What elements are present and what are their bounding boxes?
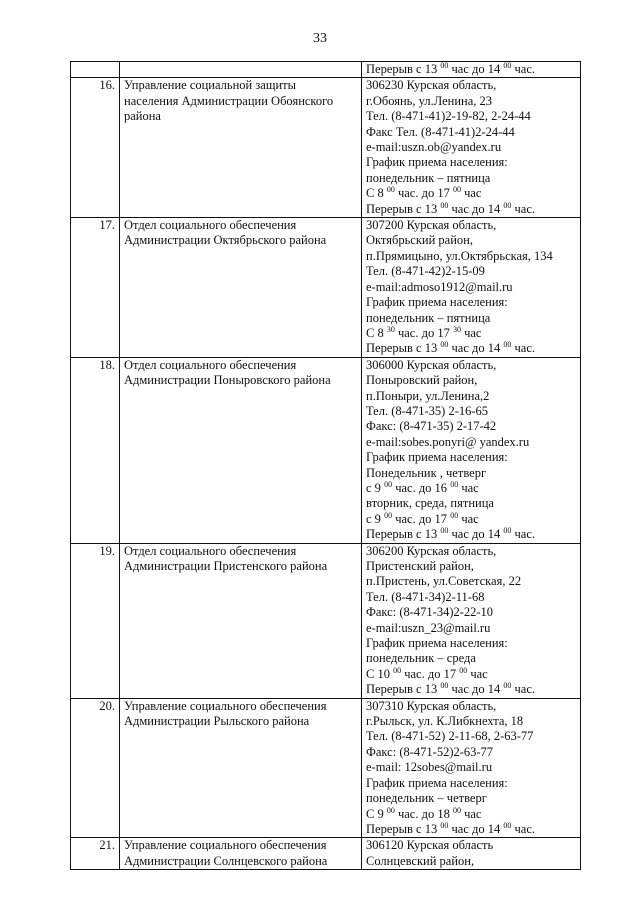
info-text: График приема населения: — [366, 636, 508, 651]
superscript-minutes: 00 — [440, 200, 449, 210]
organization-name — [120, 357, 362, 543]
organization-name — [120, 838, 362, 870]
info-text: Октябрьский район, — [366, 233, 473, 248]
superscript-minutes: 00 — [450, 510, 459, 520]
info-line — [366, 481, 576, 496]
organization-cell — [120, 62, 362, 78]
table-row — [71, 78, 581, 218]
info-text: Перерыв с 13 — [366, 527, 441, 542]
info-text: с 9 — [366, 480, 385, 495]
info-text: e-mail:uszn.ob@yandex.ru — [366, 140, 502, 155]
row-number: 18. — [71, 357, 120, 543]
info-text: час. до 17 — [392, 511, 451, 526]
superscript-minutes: 00 — [440, 820, 449, 830]
superscript-minutes: 00 — [450, 479, 459, 489]
info-text: час — [458, 511, 479, 526]
superscript-minutes: 00 — [503, 681, 512, 691]
info-text: Факс Тел. (8-471-41)2-24-44 — [366, 124, 515, 139]
superscript-minutes: 00 — [440, 526, 449, 536]
info-text: час. — [511, 62, 535, 76]
organization-name — [120, 218, 362, 358]
contact-info — [362, 218, 581, 358]
info-line — [366, 373, 576, 388]
organization-name — [120, 698, 362, 838]
contact-info — [362, 838, 581, 870]
info-line — [366, 62, 576, 77]
info-text: час. до 17 — [394, 186, 453, 201]
info-line — [366, 94, 576, 109]
organization-name-line: Управление социального обеспечения — [124, 838, 327, 853]
info-text: e-mail:admoso1912@mail.ru — [366, 279, 513, 294]
info-text: час до 14 — [448, 527, 504, 542]
info-line — [366, 358, 576, 373]
info-line — [366, 807, 576, 822]
row-number: 19. — [71, 543, 120, 698]
info-text: час до 14 — [448, 682, 504, 697]
info-line — [366, 682, 576, 697]
info-text: час до 14 — [448, 62, 504, 76]
info-line — [366, 341, 576, 356]
info-text: понедельник – пятница — [366, 170, 491, 185]
superscript-minutes: 00 — [503, 820, 512, 830]
info-text: час — [458, 480, 479, 495]
info-text: час. — [511, 821, 535, 836]
info-text: понедельник – пятница — [366, 310, 491, 325]
info-text: п.Прямицыно, ул.Октябрьская, 134 — [366, 248, 553, 263]
table-row — [71, 698, 581, 838]
superscript-minutes: 00 — [503, 200, 512, 210]
superscript-minutes: 00 — [440, 61, 449, 70]
row-number: 21. — [71, 838, 120, 870]
organization-name-line: Отдел социального обеспечения — [124, 357, 297, 372]
info-line — [366, 651, 576, 666]
info-text: час. — [511, 341, 535, 356]
info-text: час. — [511, 201, 535, 216]
contact-info — [362, 78, 581, 218]
info-text: Перерыв с 13 — [366, 341, 441, 356]
info-text: Тел. (8-471-35) 2-16-65 — [366, 403, 489, 418]
info-text: час до 14 — [448, 341, 504, 356]
info-line — [366, 140, 576, 155]
info-line — [366, 512, 576, 527]
info-line — [366, 326, 576, 341]
info-line — [366, 854, 576, 869]
info-text: п.Поныри, ул.Ленина,2 — [366, 388, 490, 403]
info-line — [366, 822, 576, 837]
info-text: час — [460, 186, 482, 201]
info-line — [366, 264, 576, 279]
superscript-minutes: 00 — [384, 510, 393, 520]
organization-name-line: Отдел социального обеспечения — [124, 218, 297, 233]
info-line — [366, 186, 576, 201]
info-text: Перерыв с 13 — [366, 62, 441, 76]
info-line — [366, 714, 576, 729]
info-line — [366, 636, 576, 651]
info-text: п.Пристень, ул.Советская, 22 — [366, 574, 522, 589]
info-line — [366, 155, 576, 170]
organization-name — [120, 543, 362, 698]
superscript-minutes: 00 — [384, 479, 393, 489]
organization-name-line: района — [124, 109, 161, 124]
organization-name — [120, 78, 362, 218]
info-text: час до 14 — [448, 201, 504, 216]
info-text: г.Рыльск, ул. К.Либкнехта, 18 — [366, 714, 524, 729]
info-line — [366, 171, 576, 186]
superscript-minutes: 00 — [386, 805, 395, 815]
info-text: 306200 Курская область, — [366, 543, 497, 558]
info-line — [366, 745, 576, 760]
offices-table — [70, 61, 581, 870]
info-text: 306230 Курская область, — [366, 78, 497, 93]
info-line — [366, 218, 576, 233]
info-text: Понедельник , четверг — [366, 465, 487, 480]
organization-name-line: Администрации Поныровского района — [124, 373, 331, 388]
info-line — [366, 450, 576, 465]
superscript-minutes: 30 — [386, 324, 395, 334]
info-text: e-mail:uszn_23@mail.ru — [366, 620, 491, 635]
info-text: Поныровский район, — [366, 373, 478, 388]
superscript-minutes: 00 — [503, 61, 512, 70]
info-line — [366, 109, 576, 124]
info-text: час. до 18 — [394, 806, 453, 821]
info-line — [366, 838, 576, 853]
info-line — [366, 605, 576, 620]
superscript-minutes: 00 — [386, 185, 395, 195]
organization-name-line: Управление социального обеспечения — [124, 698, 327, 713]
info-line — [366, 699, 576, 714]
contact-info — [362, 357, 581, 543]
superscript-minutes: 00 — [452, 805, 461, 815]
info-text: час. — [511, 682, 535, 697]
superscript-minutes: 00 — [440, 340, 449, 350]
info-line — [366, 233, 576, 248]
organization-name-line: Администрации Октябрьского района — [124, 233, 327, 248]
info-line — [366, 389, 576, 404]
organization-name-line: Отдел социального обеспечения — [124, 543, 297, 558]
info-text: Тел. (8-471-42)2-15-09 — [366, 264, 485, 279]
info-text: час — [460, 806, 482, 821]
info-text: 306000 Курская область, — [366, 357, 497, 372]
page-number: 33 — [313, 31, 327, 46]
info-line — [366, 496, 576, 511]
info-line — [366, 729, 576, 744]
info-text: Тел. (8-471-41)2-19-82, 2-24-44 — [366, 109, 531, 124]
row-number: 20. — [71, 698, 120, 838]
info-text: Пристенский район, — [366, 559, 474, 573]
info-text: Тел. (8-471-34)2-11-68 — [366, 589, 485, 604]
info-text: График приема населения: — [366, 295, 508, 310]
info-line — [366, 559, 576, 574]
info-line — [366, 125, 576, 140]
superscript-minutes: 00 — [440, 681, 449, 691]
info-line — [366, 590, 576, 605]
info-text: С 9 — [366, 806, 387, 821]
info-line — [366, 295, 576, 310]
info-text: понедельник – четверг — [366, 791, 487, 806]
info-text: График приема населения: — [366, 775, 508, 790]
contact-info-cell — [362, 62, 581, 78]
info-text: вторник, среда, пятница — [366, 496, 494, 511]
info-text: Тел. (8-471-52) 2-11-68, 2-63-77 — [366, 729, 534, 744]
contact-info — [362, 698, 581, 838]
info-line — [366, 249, 576, 264]
organization-name-line: Администрации Пристенского района — [124, 559, 328, 573]
table-row — [71, 543, 581, 698]
superscript-minutes: 00 — [459, 665, 468, 675]
info-line — [366, 404, 576, 419]
info-text: г.Обоянь, ул.Ленина, 23 — [366, 93, 493, 108]
info-text: час — [460, 325, 482, 340]
info-text: Факс: (8-471-35) 2-17-42 — [366, 419, 497, 434]
info-line — [366, 791, 576, 806]
table-body — [71, 62, 581, 870]
superscript-minutes: 00 — [503, 526, 512, 536]
info-text: С 8 — [366, 325, 387, 340]
info-text: Перерыв с 13 — [366, 682, 441, 697]
table-row — [71, 357, 581, 543]
table-row — [71, 218, 581, 358]
info-text: С 10 — [366, 666, 394, 681]
info-text: Перерыв с 13 — [366, 201, 441, 216]
info-text: час. — [511, 527, 535, 542]
info-line — [366, 202, 576, 217]
info-text: час. до 17 — [394, 325, 453, 340]
info-text: Перерыв с 13 — [366, 821, 441, 836]
superscript-minutes: 00 — [393, 665, 402, 675]
info-text: понедельник – среда — [366, 651, 476, 666]
info-line — [366, 78, 576, 93]
superscript-minutes: 30 — [452, 324, 461, 334]
info-text: час. до 16 — [392, 480, 451, 495]
row-number: 17. — [71, 218, 120, 358]
info-text: График приема населения: — [366, 155, 508, 170]
info-text: 307310 Курская область, — [366, 698, 497, 713]
table-row — [71, 838, 581, 870]
info-line — [366, 574, 576, 589]
info-line — [366, 280, 576, 295]
info-text: с 9 — [366, 511, 385, 526]
info-line — [366, 419, 576, 434]
info-line — [366, 760, 576, 775]
continuation-row — [71, 62, 581, 78]
info-text: час до 14 — [448, 821, 504, 836]
info-line — [366, 776, 576, 791]
info-text: час — [467, 666, 488, 681]
row-number-cell — [71, 62, 120, 78]
organization-name-line: Управление социальной защиты — [124, 78, 297, 93]
info-text: Факс: (8-471-34)2-22-10 — [366, 605, 494, 620]
info-text: e-mail:sobes.ponyri@ yandex.ru — [366, 434, 530, 449]
info-line — [366, 466, 576, 481]
superscript-minutes: 00 — [503, 340, 512, 350]
info-line — [366, 435, 576, 450]
info-line — [366, 667, 576, 682]
info-text: час. до 17 — [401, 666, 460, 681]
info-text: Солнцевский район, — [366, 853, 475, 868]
info-text: 306120 Курская область — [366, 838, 494, 853]
info-line — [366, 621, 576, 636]
info-text: С 8 — [366, 186, 387, 201]
info-line — [366, 544, 576, 559]
info-line — [366, 527, 576, 542]
info-text: График приема населения: — [366, 450, 508, 465]
info-text: Факс: (8-471-52)2-63-77 — [366, 744, 494, 759]
organization-name-line: Администрации Солнцевского района — [124, 853, 328, 868]
contact-info — [362, 543, 581, 698]
info-text: e-mail: 12sobes@mail.ru — [366, 760, 493, 775]
organization-name-line: Администрации Рыльского района — [124, 714, 310, 729]
superscript-minutes: 00 — [452, 185, 461, 195]
row-number: 16. — [71, 78, 120, 218]
info-line — [366, 311, 576, 326]
info-text: 307200 Курская область, — [366, 218, 497, 233]
organization-name-line: населения Администрации Обоянского — [124, 93, 334, 108]
